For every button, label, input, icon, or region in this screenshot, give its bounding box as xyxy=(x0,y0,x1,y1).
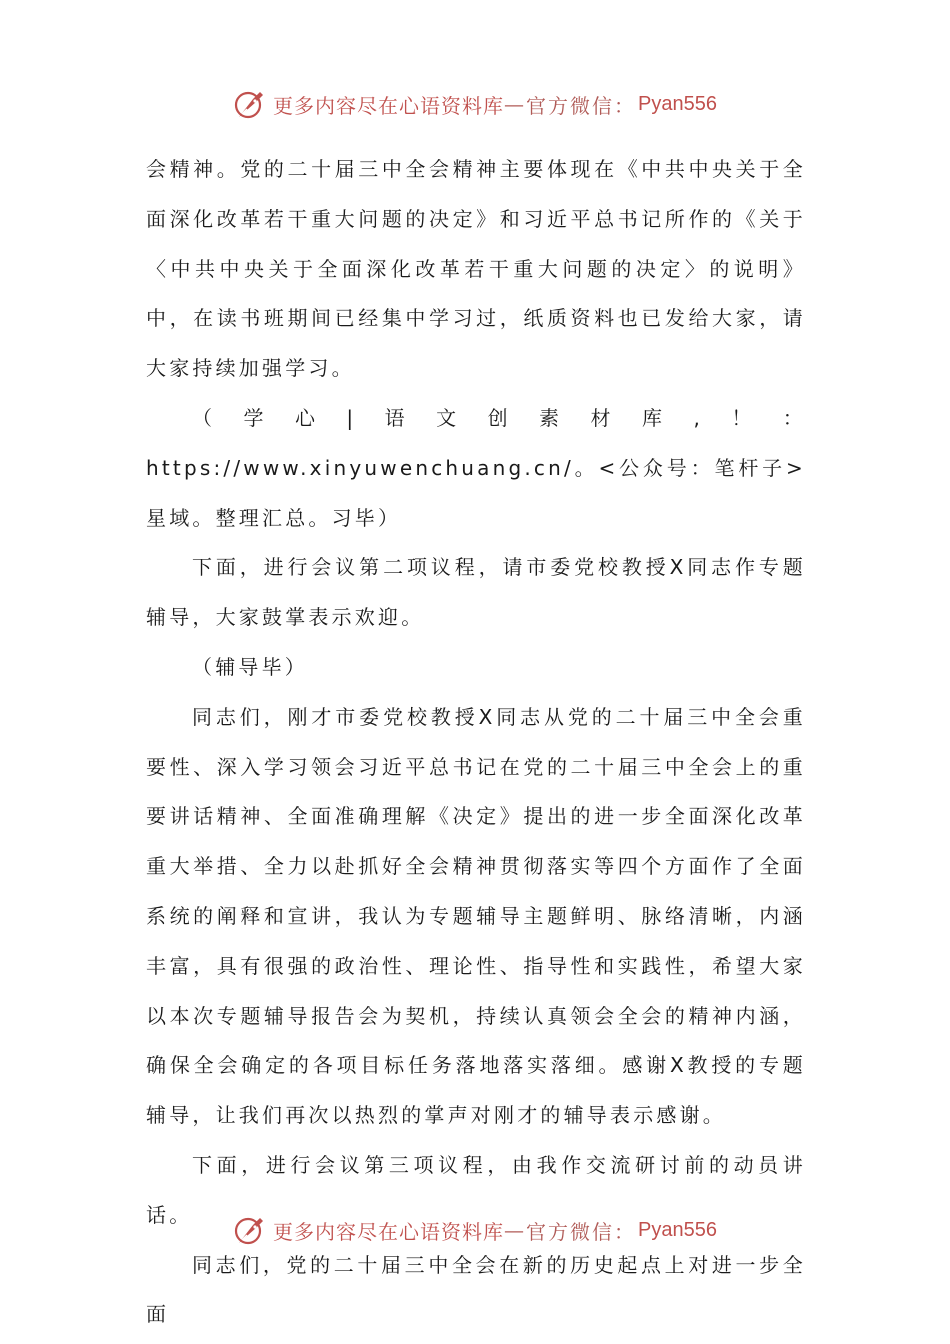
paragraph: 同志们，刚才市委党校教授X同志从党的二十届三中全会重要性、深入学习领会习近平总书记在党的二十届三中全会上的重要讲话精神、全面准确理解《决定》提出的进一步全面深化改革重大举措、全力以赴抓好全会精神贯彻落实等四个方面作了全面系统的阐释和宣讲，我认为专题辅导主题鲜明、脉络清晰，内涵丰富，具有很强的政治性、理论性、指导性和实践性，希望大家以本次专题辅导报告会为契机，持续认真领会全会的精神内涵，确保全会确定的各项目标任务落地落实落细。感谢X教授的专题辅导，让我们再次以热烈的掌声对刚才的辅导表示感谢。 xyxy=(146,704,806,1128)
watermark-header xyxy=(0,82,950,126)
paragraph-stage-note: （辅导毕） xyxy=(192,654,308,679)
watermark-footer xyxy=(0,1208,950,1252)
pen-nib-logo-icon xyxy=(233,1213,267,1247)
watermark-dash: — xyxy=(504,1218,527,1242)
watermark-dash: — xyxy=(504,92,527,116)
watermark-wechat-label: 官方微信： xyxy=(526,1219,637,1244)
paragraph: 会精神。党的二十届三中全会精神主要体现在《中共中央关于全面深化改革若干重大问题的决定》和习近平总书记所作的《关于〈中共中央关于全面深化改革若干重大问题的决定〉的说明》中，在读书班期间已经集中学习过，纸质资料也已发给大家，请大家持续加强学习。 xyxy=(146,157,806,381)
watermark-wechat-id: Pyan556 xyxy=(638,1218,717,1241)
pen-nib-logo-icon xyxy=(233,87,267,121)
watermark-wechat-id: Pyan556 xyxy=(638,92,717,115)
paragraph: 下面，进行会议第三项议程，由我作交流研讨前的动员讲话。 xyxy=(146,1152,806,1227)
watermark-lead-text: 更多内容尽在心语资料库 xyxy=(273,1219,505,1244)
paragraph: 下面，进行会议第二项议程，请市委党校教授X同志作专题辅导，大家鼓掌表示欢迎。 xyxy=(146,555,806,630)
paragraph-source-note: （学心|语文创素材库,！：https://www.xinyuwenchuang.cn/。<公众号：笔杆子>星域。整理汇总。习毕） xyxy=(146,405,806,530)
paragraph: 同志们，党的二十届三中全会在新的历史起点上对进一步全面 xyxy=(146,1252,806,1327)
watermark-lead-text: 更多内容尽在心语资料库 xyxy=(273,93,505,118)
watermark-wechat-label: 官方微信： xyxy=(526,93,637,118)
document-body xyxy=(146,145,806,1340)
